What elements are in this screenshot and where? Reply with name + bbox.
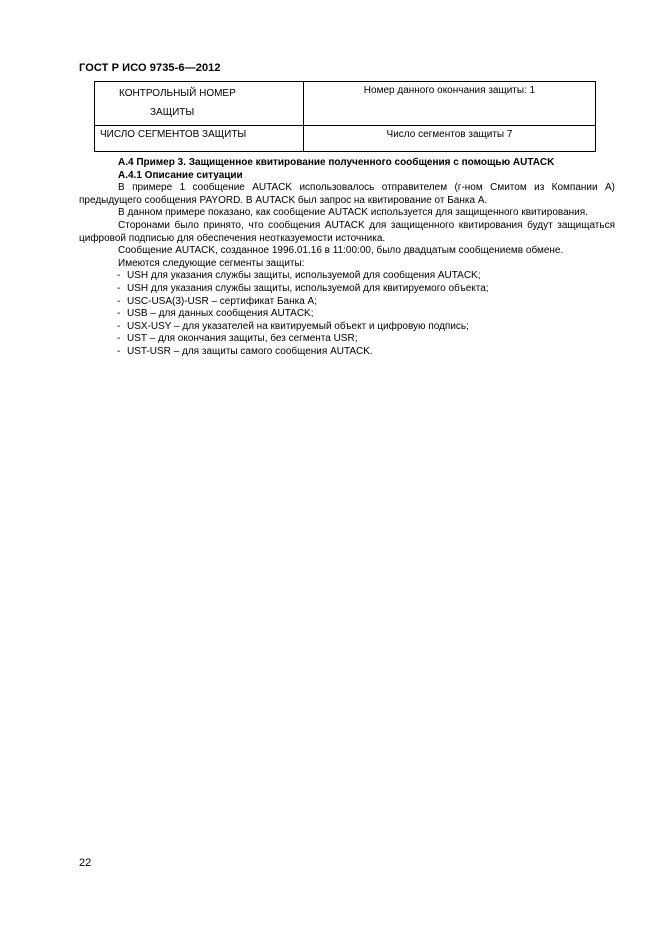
list-dash: - [117,308,121,320]
list-item-text: USH для указания службы защиты, используемой для сообщения AUTACK; [127,270,481,282]
list-dash: - [117,320,121,332]
security-segment-table [94,81,596,152]
paragraph: В примере 1 сообщение AUTACK использовалось отправителем (г-ном Смитом из Компании А) предыдущего сообщения PAYORD. В AUTACK был запрос на квитирование от Банка А. [79,182,615,206]
segment-list [79,270,615,358]
list-dash: - [117,282,121,294]
list-intro: Имеются следующие сегменты защиты: [118,257,305,269]
list-item-text: UST – для окончания защиты, без сегмента USR; [127,333,358,345]
list-item-text: USH для указания службы защиты, используемой для квитируемого объекта; [127,282,489,294]
list-dash: - [117,333,121,345]
table-cell-label-line: КОНТРОЛЬНЫЙ НОМЕР [119,88,236,99]
list-item-text: USB – для данных сообщения AUTACK; [127,308,314,320]
list-item [79,321,615,334]
table-row [95,82,596,126]
list-item [79,308,615,321]
list-item [79,346,615,359]
list-dash: - [117,345,121,357]
table-cell-value: Номер данного окончания защиты: 1 [304,82,596,126]
list-item-text: USC-USA(3)-USR – сертификат Банка А; [127,295,317,307]
table-cell-label-line: ЗАЩИТЫ [150,107,195,118]
paragraph: Сообщение AUTACK, созданное 1996.01.16 в 11:00:00, было двадцатым сообщениемв обмене. [118,245,564,257]
table-cell-label [95,82,304,126]
table-row [95,126,596,152]
list-item-text: UST-USR – для защиты самого сообщения AUTACK. [127,345,373,357]
section-body [79,157,615,359]
paragraph: В данном примере показано, как сообщение AUTACK используется для защищенного квитирования. [118,207,588,219]
paragraph: Сторонами было принято, что сообщения AUTACK для защищенного квитирования будут защищаться цифровой подписью для обеспечения неотказуемости источника. [79,219,615,244]
table-cell-label: ЧИСЛО СЕГМЕНТОВ ЗАЩИТЫ [95,126,304,152]
list-item-text: USX-USY – для указателей на квитируемый объект и цифровую подпись; [127,320,469,332]
table-cell-value: Число сегментов защиты 7 [304,126,596,152]
page-number: 22 [79,857,92,869]
list-dash: - [117,295,121,307]
list-item [79,296,615,309]
list-dash: - [117,270,121,282]
list-item [79,333,615,346]
list-item [79,283,615,296]
subsection-heading: А.4.1 Описание ситуации [118,169,243,181]
section-heading: А.4 Пример 3. Защищенное квитирование полученного сообщения с помощью AUTACK [118,157,555,168]
document-header: ГОСТ Р ИСО 9735-6—2012 [79,62,221,74]
list-item [79,270,615,283]
